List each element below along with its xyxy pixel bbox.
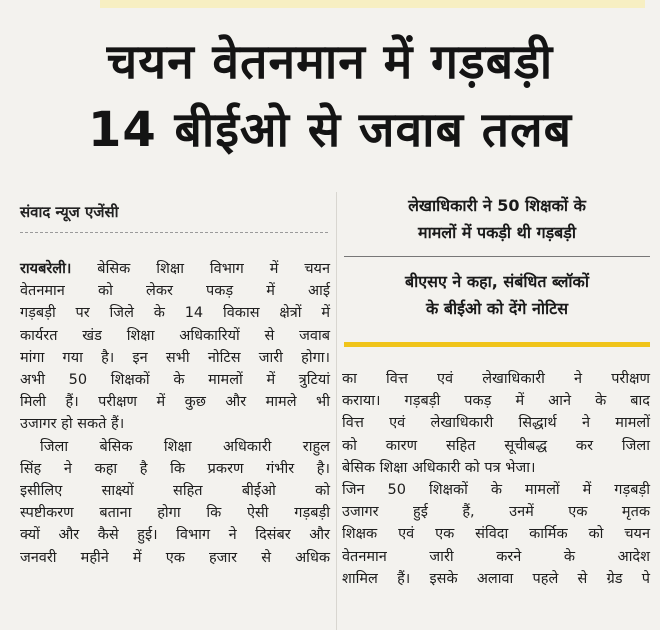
article-line: कार्यरत खंड शिक्षा अधिकारियों से जवाब [20,327,330,344]
subheading-second [344,268,650,322]
article-line: मिली हैं। परीक्षण में कुछ और मामले भी [20,394,330,411]
byline-divider [20,232,328,233]
subheading-second-line-2: के बीईओ को देंगे नोटिस [425,299,569,318]
article-line: उजागर हो सकते हैं। [20,416,125,433]
byline: संवाद न्यूज एजेंसी [20,203,119,221]
subheading-first-line-1: लेखाधिकारी ने 50 शिक्षकों के [408,196,586,215]
subheading-second-line-1: बीएसए ने कहा, संबंधित ब्लॉकों [405,272,589,291]
subheading-first-line-2: मामलों में पकड़ी थी गड़बड़ी [418,223,576,242]
article-line: मांगा गया है। इन सभी नोटिस जारी होगा। [20,349,330,366]
article-line: कराया। गड़बड़ी पकड़ में आने के बाद [342,393,650,410]
article-line: स्पष्टीकरण बताना होगा कि ऐसी गड़बड़ी [20,505,330,522]
top-color-band [100,0,645,8]
article-line: शिक्षक एवं एक संविदा कार्मिक को चयन [342,526,650,543]
article-line: जिला बेसिक शिक्षा अधिकारी राहुल [40,438,330,455]
article-line: सिंह ने कहा है कि प्रकरण गंभीर है। [20,460,330,477]
article-line: शामिल हैं। इसके अलावा पहले से ग्रेड पे [342,570,650,587]
article-line: इसीलिए साक्ष्यों सहित बीईओ को [20,483,330,500]
article-column-2 [342,368,650,590]
article-line: बेसिक शिक्षा अधिकारी को पत्र भेजा। [342,459,536,476]
article-line: उजागर हुई हैं, उनमें एक मृतक [342,504,650,521]
dateline: रायबरेली। [20,261,72,277]
article-line: वेतनमान जारी करने के आदेश [342,548,650,565]
article-line: जनवरी महीने में एक हजार से अधिक [20,549,330,566]
headline-line-2: 14 बीईओ से जवाब तलब [87,102,573,158]
article-line: वित्त एवं लेखाधिकारी सिद्धार्थ ने मामलों [342,415,650,432]
article-column-1 [20,258,330,569]
article-line: वेतनमान को लेकर पकड़ में आई [20,283,330,300]
article-line: गड़बड़ी पर जिले के 14 विकास क्षेत्रों में [20,305,330,322]
subheading-divider [344,256,650,257]
yellow-accent-rule [344,342,650,347]
article-line: अभी 50 शिक्षकों के मामलों में त्रुटियां [20,372,330,389]
article-line: जिन 50 शिक्षकों के मामलों में गड़बड़ी [342,482,650,499]
headline-line-1: चयन वेतनमान में गड़बड़ी [106,34,554,90]
article-line: का वित्त एवं लेखाधिकारी ने परीक्षण [342,371,650,387]
article-line: क्यों और कैसे हुई। विभाग ने दिसंबर और [20,527,330,544]
article-line: रायबरेली। बेसिक शिक्षा विभाग में चयन [20,261,330,277]
subheading-first [344,192,650,246]
article-line: को कारण सहित सूचीबद्ध कर जिला [342,437,650,454]
column-divider [336,192,337,630]
